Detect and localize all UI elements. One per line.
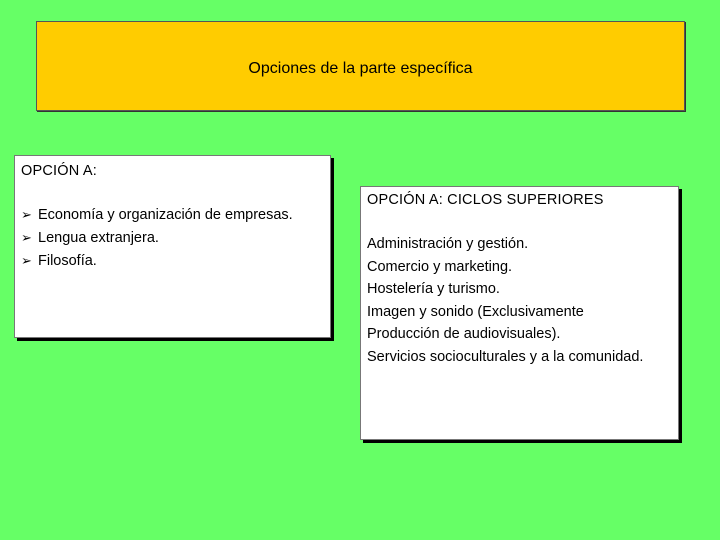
- list-item: Administración y gestión.: [367, 236, 529, 252]
- list-item: Comercio y marketing.: [367, 258, 513, 275]
- option-a-cycles-box: [360, 186, 679, 440]
- list-item: Producción de audiovisuales).: [367, 326, 561, 342]
- arrow-bullet-icon: ➢: [21, 254, 32, 269]
- list-item: Imagen y sonido (Exclusivamente: [367, 303, 584, 320]
- list-item: Servicios socioculturales y a la comunidad.: [367, 348, 644, 365]
- slide-title: Opciones de la parte específica: [248, 60, 473, 77]
- list-item-label: Lengua extranjera.: [38, 230, 159, 246]
- title-box: [36, 21, 685, 111]
- arrow-bullet-icon: ➢: [21, 208, 32, 223]
- arrow-bullet-icon: ➢: [21, 231, 32, 246]
- list-item-label: Filosofía.: [38, 253, 97, 269]
- option-a-cycles-heading: OPCIÓN A: CICLOS SUPERIORES: [367, 192, 604, 208]
- option-a-heading: OPCIÓN A:: [21, 163, 97, 179]
- list-item-label: Economía y organización de empresas.: [38, 207, 293, 223]
- list-item: [21, 204, 293, 227]
- list-item: [21, 250, 293, 273]
- cycles-list: [367, 233, 643, 368]
- subjects-list: [21, 204, 293, 273]
- list-item: Hostelería y turismo.: [367, 281, 500, 297]
- option-a-subjects-box: [14, 155, 331, 338]
- list-item: [21, 227, 293, 250]
